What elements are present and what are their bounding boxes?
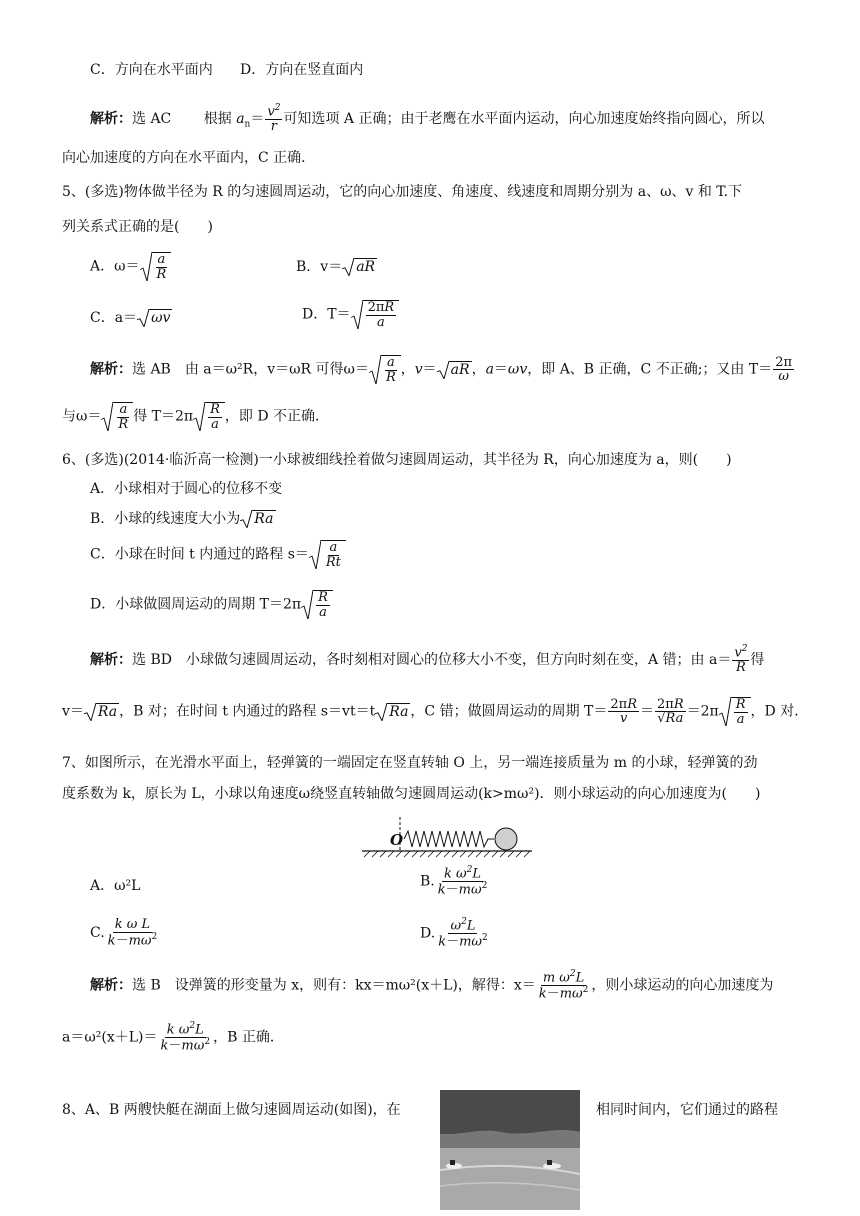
q7-answer-line2 bbox=[62, 1022, 284, 1053]
q5-answer-line2 bbox=[62, 402, 329, 431]
q7-stem-2: 度系数为 k，原长为 L，小球以角速度ω绕竖直转轴做匀速圆周运动(k>mω²)．则小球运动的向心加速度为( ) bbox=[62, 786, 761, 802]
q6-option-d bbox=[90, 590, 333, 619]
answer-text: ，则小球运动的向心加速度为 bbox=[591, 977, 774, 994]
sqrt-R-over-a: $\frac{R}{a}$ bbox=[719, 697, 751, 726]
answer-text: 选 AB 由 a＝ω²R，v＝ωR 可得ω＝ bbox=[132, 361, 369, 378]
option-label: C．a＝ bbox=[90, 309, 138, 326]
answer-text: v＝ bbox=[62, 703, 84, 720]
sqrt-Ra: Ra bbox=[84, 703, 119, 721]
q7-stem-1: 7、如图所示，在光滑水平面上，轻弹簧的一端固定在竖直转轴 O 上，另一端连接质量为 m 的小球，轻弹簧的劲 bbox=[62, 755, 758, 771]
option-label: D. bbox=[420, 925, 436, 942]
sqrt-R-over-a: $\frac{R}{a}$ bbox=[193, 402, 225, 431]
answer-text: ，D 对． bbox=[750, 703, 809, 720]
q6-option-b bbox=[90, 510, 276, 528]
q7-option-b bbox=[420, 866, 490, 897]
sqrt-aR: aR bbox=[342, 258, 377, 276]
q6-answer-line2: v＝ Ra ，B 对；在时间 t 内通过的路程 s＝vt＝t Ra ，C 错；做圆周运动的周期 T＝ $\frac{2\pi R}{v}$ ＝ $\frac{2\pi R}{√Ra}$ ＝2π $\frac{R}{a}$ ，D 对． bbox=[62, 696, 809, 727]
ground-hatch bbox=[364, 851, 530, 857]
option-label: B．小球的线速度大小为 bbox=[90, 510, 241, 527]
option-label: C. bbox=[90, 924, 105, 941]
option-label: B. bbox=[420, 873, 435, 890]
sqrt-2piR-over-a: $\frac{2\pi R}{a}$ bbox=[351, 300, 400, 329]
q5-option-d bbox=[302, 300, 399, 329]
answer-text: 得 T＝2π bbox=[133, 408, 194, 425]
ball bbox=[495, 828, 517, 850]
sqrt-Ra: Ra bbox=[375, 703, 410, 721]
fraction-2piR-v: $\frac{2\pi R}{v}$ bbox=[610, 696, 637, 727]
option-label: D．小球做圆周运动的周期 T＝2π bbox=[90, 596, 302, 613]
q8-stem-left: 8、A、B 两艘快艇在湖面上做匀速圆周运动(如图)，在 bbox=[62, 1102, 401, 1118]
fraction-k-omega2L: $\frac{k \omega^2L}{k-m\omega^2}$ bbox=[160, 1021, 211, 1054]
sqrt-a-over-Rt: $\frac{a}{Rt}$ bbox=[309, 540, 346, 569]
option-label: B．v＝ bbox=[296, 258, 343, 275]
fraction-2piR-sqrtRa: $\frac{2\pi R}{√Ra}$ bbox=[657, 696, 684, 727]
sqrt-a-over-r: $\frac{a}{R}$ bbox=[140, 252, 172, 281]
q8-stem-right: 相同时间内，它们通过的路程 bbox=[596, 1102, 778, 1118]
axis-label-o: O bbox=[390, 831, 404, 849]
q7-answer-line1 bbox=[90, 970, 773, 1001]
q5-answer-line1: 解析：选 AB 由 a＝ω²R，v＝ωR 可得ω＝ $\frac{a}{R}$ ，v＝ aR ，a＝ωv，即 A、B 正确，C 不正确;；又由 T＝ $\frac{2\pi}{\omega}$ bbox=[90, 354, 793, 385]
answer-label: 解析： bbox=[90, 977, 132, 994]
q5-option-a bbox=[90, 252, 171, 281]
answer-text: ＝2π bbox=[686, 703, 719, 720]
answer-text: ，即 A、B 正确，C 不正确;；又由 T＝ bbox=[527, 361, 773, 378]
sqrt-a-over-r: $\frac{a}{R}$ bbox=[369, 355, 401, 384]
fraction-v2-R: $\frac{v^2}{R}$ bbox=[734, 644, 748, 675]
spring-figure bbox=[362, 815, 532, 859]
sqrt-omega-v: ωv bbox=[137, 309, 172, 327]
q5-stem-2: 列关系式正确的是( ) bbox=[62, 219, 213, 235]
answer-label: 解析： bbox=[90, 651, 132, 668]
q4-option-c: C．方向在水平面内 bbox=[90, 62, 213, 78]
q6-option-c bbox=[90, 540, 346, 569]
q5-stem-1: 5、(多选)物体做半径为 R 的匀速圆周运动，它的向心加速度、角速度、线速度和周期分别为 a、ω、v 和 T.下 bbox=[62, 184, 743, 200]
answer-text: 与ω＝ bbox=[62, 408, 102, 425]
answer-text: 选 BD 小球做匀速圆周运动，各时刻相对圆心的位移大小不变，但方向时刻在变，A 错；由 a＝ bbox=[132, 651, 732, 668]
fraction-2pi-omega: $\frac{2\pi}{\omega}$ bbox=[775, 354, 793, 385]
fraction-m-omega2L: $\frac{m \omega^2L}{k-m\omega^2}$ bbox=[538, 969, 589, 1002]
sqrt-aR: aR bbox=[437, 361, 472, 379]
answer-label: 解析： bbox=[90, 110, 132, 127]
q5-option-b bbox=[296, 258, 377, 276]
answer-text: 选 B 设弹簧的形变量为 x，则有：kx＝mω²(x＋L)，解得：x＝ bbox=[132, 977, 536, 994]
answer-text: 得 bbox=[750, 651, 765, 668]
q4-answer-line2: 向心加速度的方向在水平面内，C 正确． bbox=[62, 150, 316, 166]
answer-choice: 选 AC bbox=[132, 110, 172, 127]
q6-stem: 6、(多选)(2014·临沂高一检测)一小球被细线拴着做匀速圆周运动，其半径为 R，向心加速度为 a，则( ) bbox=[62, 452, 732, 468]
sqrt-a-over-r: $\frac{a}{R}$ bbox=[101, 402, 133, 431]
answer-text: ，B 正确． bbox=[213, 1029, 284, 1046]
answer-text: ，即 D 不正确． bbox=[224, 408, 330, 425]
lake-photo bbox=[440, 1090, 580, 1210]
answer-text: ，C 错；做圆周运动的周期 T＝ bbox=[410, 703, 608, 720]
answer-label: 解析： bbox=[90, 361, 132, 378]
q7-option-c bbox=[90, 918, 160, 948]
option-label: D．T＝ bbox=[302, 306, 351, 323]
q6-answer-line1 bbox=[90, 645, 764, 675]
sqrt-Ra: Ra bbox=[240, 510, 275, 528]
fraction-k-omega2L: $\frac{k \omega^2L}{k-m\omega^2}$ bbox=[437, 865, 488, 898]
q5-option-c bbox=[90, 309, 172, 327]
fraction-k-omega-L: $\frac{\text{k ω L}}{k-m\omega^2}$ bbox=[107, 917, 158, 948]
answer-text: ，B 对；在时间 t 内通过的路程 s＝vt＝t bbox=[119, 703, 376, 720]
option-label: A．ω＝ bbox=[90, 258, 140, 275]
fraction-omega2L: $\frac{\omega^2L}{k-m\omega^2}$ bbox=[438, 917, 488, 950]
answer-text: 可知选项 A 正确；由于老鹰在水平面内运动，向心加速度始终指向圆心，所以 bbox=[283, 110, 765, 127]
q4-option-d: D．方向在竖直面内 bbox=[240, 62, 364, 78]
q7-option-a: A．ω²L bbox=[90, 878, 141, 894]
q4-answer-line1: 解析：选 AC 根据 $a_n=$ $\frac{v^2}{r}$ 可知选项 A 正确；由于老鹰在水平面内运动，向心加速度始终指向圆心，所以 bbox=[90, 103, 765, 134]
option-label: C．小球在时间 t 内通过的路程 s＝ bbox=[90, 546, 309, 563]
answer-text: a＝ω²(x＋L)＝ bbox=[62, 1029, 158, 1046]
fraction-v2-r: $\frac{v^2}{r}$ bbox=[267, 103, 281, 134]
q7-option-d bbox=[420, 918, 491, 949]
q6-option-a: A．小球相对于圆心的位移不变 bbox=[90, 481, 283, 497]
sqrt-R-over-a: $\frac{R}{a}$ bbox=[301, 590, 333, 619]
spring-coil bbox=[404, 831, 494, 847]
answer-text: 根据 bbox=[203, 110, 232, 127]
